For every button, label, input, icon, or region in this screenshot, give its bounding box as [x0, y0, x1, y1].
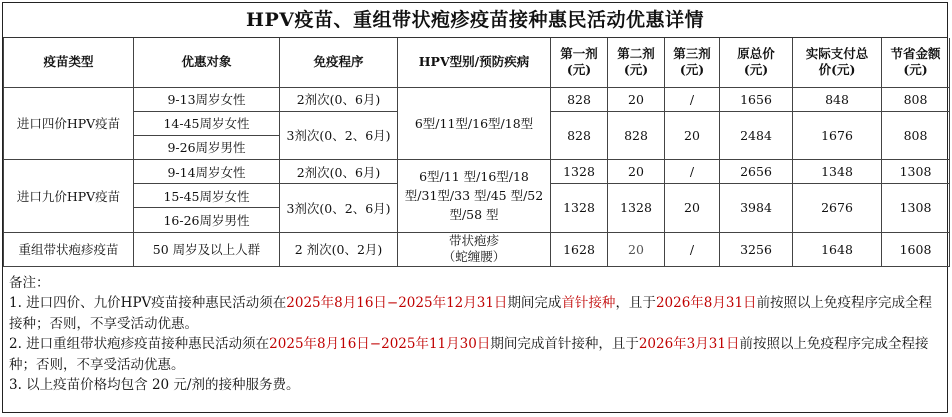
table-header: [4, 38, 950, 87]
hpv-types: 6型/11型/16型/18型: [398, 87, 551, 160]
immunization-program: 2 剂次(0、2月): [280, 232, 398, 266]
header-cell: 实际支付总 价(元): [793, 38, 882, 87]
immunization-program: 2剂次(0、6月): [280, 160, 398, 184]
dose2-price: 1328: [608, 184, 665, 232]
original-total: 1656: [720, 87, 793, 111]
note-text: 期间完成: [507, 295, 562, 312]
savings: 1308: [882, 160, 950, 184]
immunization-program: 3剂次(0、2、6月): [280, 111, 398, 159]
note-date: 2026年3月31日: [638, 336, 740, 353]
note-1: [9, 293, 941, 334]
dose1-price: 1328: [551, 184, 608, 232]
actual-total: 2676: [793, 184, 882, 232]
notes-heading: 备注：: [9, 274, 50, 291]
table-row: [4, 232, 950, 266]
note-date: 2025年8月16日−2025年11月30日: [269, 336, 491, 353]
target-group: 9-26周岁男性: [134, 135, 280, 159]
header-cell: 第一剂 (元): [551, 38, 608, 87]
savings: 1608: [882, 232, 950, 266]
hpv-types: 6型/11 型/16型/18型/31型/33 型/45 型/52 型/58 型: [398, 160, 551, 233]
immunization-program: 3剂次(0、2、6月): [280, 184, 398, 232]
note-text: 前按照以上免疫程序完成全程接种；否则，不享受活动优惠。: [9, 295, 933, 332]
original-total: 2656: [720, 160, 793, 184]
dose2-price: 20: [608, 160, 665, 184]
target-group: 16-26周岁男性: [134, 208, 280, 232]
target-group: 9-13周岁女性: [134, 87, 280, 111]
dose3-price: 20: [665, 184, 720, 232]
target-group: 50 周岁及以上人群: [134, 232, 280, 266]
disease-alias: （蛇缠腰）: [442, 249, 506, 265]
header-cell: HPV型别/预防疾病: [398, 38, 551, 87]
original-total: 3984: [720, 184, 793, 232]
note-text: ，且于: [615, 295, 656, 312]
note-3: 3. 以上疫苗价格均包含 20 元/剂的接种服务费。: [9, 377, 300, 394]
dose1-price: 1328: [551, 160, 608, 184]
vaccine-type: 进口四价HPV疫苗: [4, 87, 134, 160]
dose2-price: 20: [608, 87, 665, 111]
note-date: 2026年8月31日: [655, 295, 757, 312]
table-row: [4, 160, 950, 184]
actual-total: 1348: [793, 160, 882, 184]
header-cell: 第二剂 (元): [608, 38, 665, 87]
original-total: 3256: [720, 232, 793, 266]
notes-section: [3, 267, 947, 396]
vaccine-type: 进口九价HPV疫苗: [4, 160, 134, 233]
dose2-price: 828: [608, 111, 665, 159]
dose3-price: /: [665, 232, 720, 266]
note-text: 1. 进口四价、九价HPV疫苗接种惠民活动须在: [9, 295, 287, 312]
document: [2, 2, 948, 413]
dose3-price: 20: [665, 111, 720, 159]
dose3-price: /: [665, 160, 720, 184]
original-total: 2484: [720, 111, 793, 159]
note-date: 2025年8月16日−2025年12月31日: [286, 295, 508, 312]
vaccine-type: 重组带状疱疹疫苗: [4, 232, 134, 266]
header-cell: 原总价 (元): [720, 38, 793, 87]
dose1-price: 1628: [551, 232, 608, 266]
note-2: [9, 334, 941, 375]
header-cell: 免疫程序: [280, 38, 398, 87]
dose1-price: 828: [551, 111, 608, 159]
price-table: [3, 38, 950, 267]
dose1-price: 828: [551, 87, 608, 111]
header-cell: 疫苗类型: [4, 38, 134, 87]
actual-total: 1648: [793, 232, 882, 266]
savings: 808: [882, 111, 950, 159]
target-group: 15-45周岁女性: [134, 184, 280, 208]
dose2-price: 20: [608, 232, 665, 266]
table-row: [4, 87, 950, 111]
note-text: 期间完成首针接种，且于: [490, 336, 639, 353]
note-text: 前按照以上免疫程序完成全程接种；否则，不享受活动优惠。: [9, 336, 929, 373]
disease-name: 带状疱疹: [448, 233, 499, 249]
actual-total: 848: [793, 87, 882, 111]
header-cell: 节省金额 (元): [882, 38, 950, 87]
note-text: 2. 进口重组带状疱疹疫苗接种惠民活动须在: [9, 336, 270, 353]
savings: 1308: [882, 184, 950, 232]
header-cell: 优惠对象: [134, 38, 280, 87]
immunization-program: 2剂次(0、6月): [280, 87, 398, 111]
dose3-price: /: [665, 87, 720, 111]
header-cell: 第三剂 (元): [665, 38, 720, 87]
disease-cell: [398, 232, 551, 266]
note-emphasis: 首针接种: [561, 295, 616, 312]
actual-total: 1676: [793, 111, 882, 159]
savings: 808: [882, 87, 950, 111]
target-group: 14-45周岁女性: [134, 111, 280, 135]
page-title: HPV疫苗、重组带状疱疹疫苗接种惠民活动优惠详情: [3, 3, 947, 38]
target-group: 9-14周岁女性: [134, 160, 280, 184]
